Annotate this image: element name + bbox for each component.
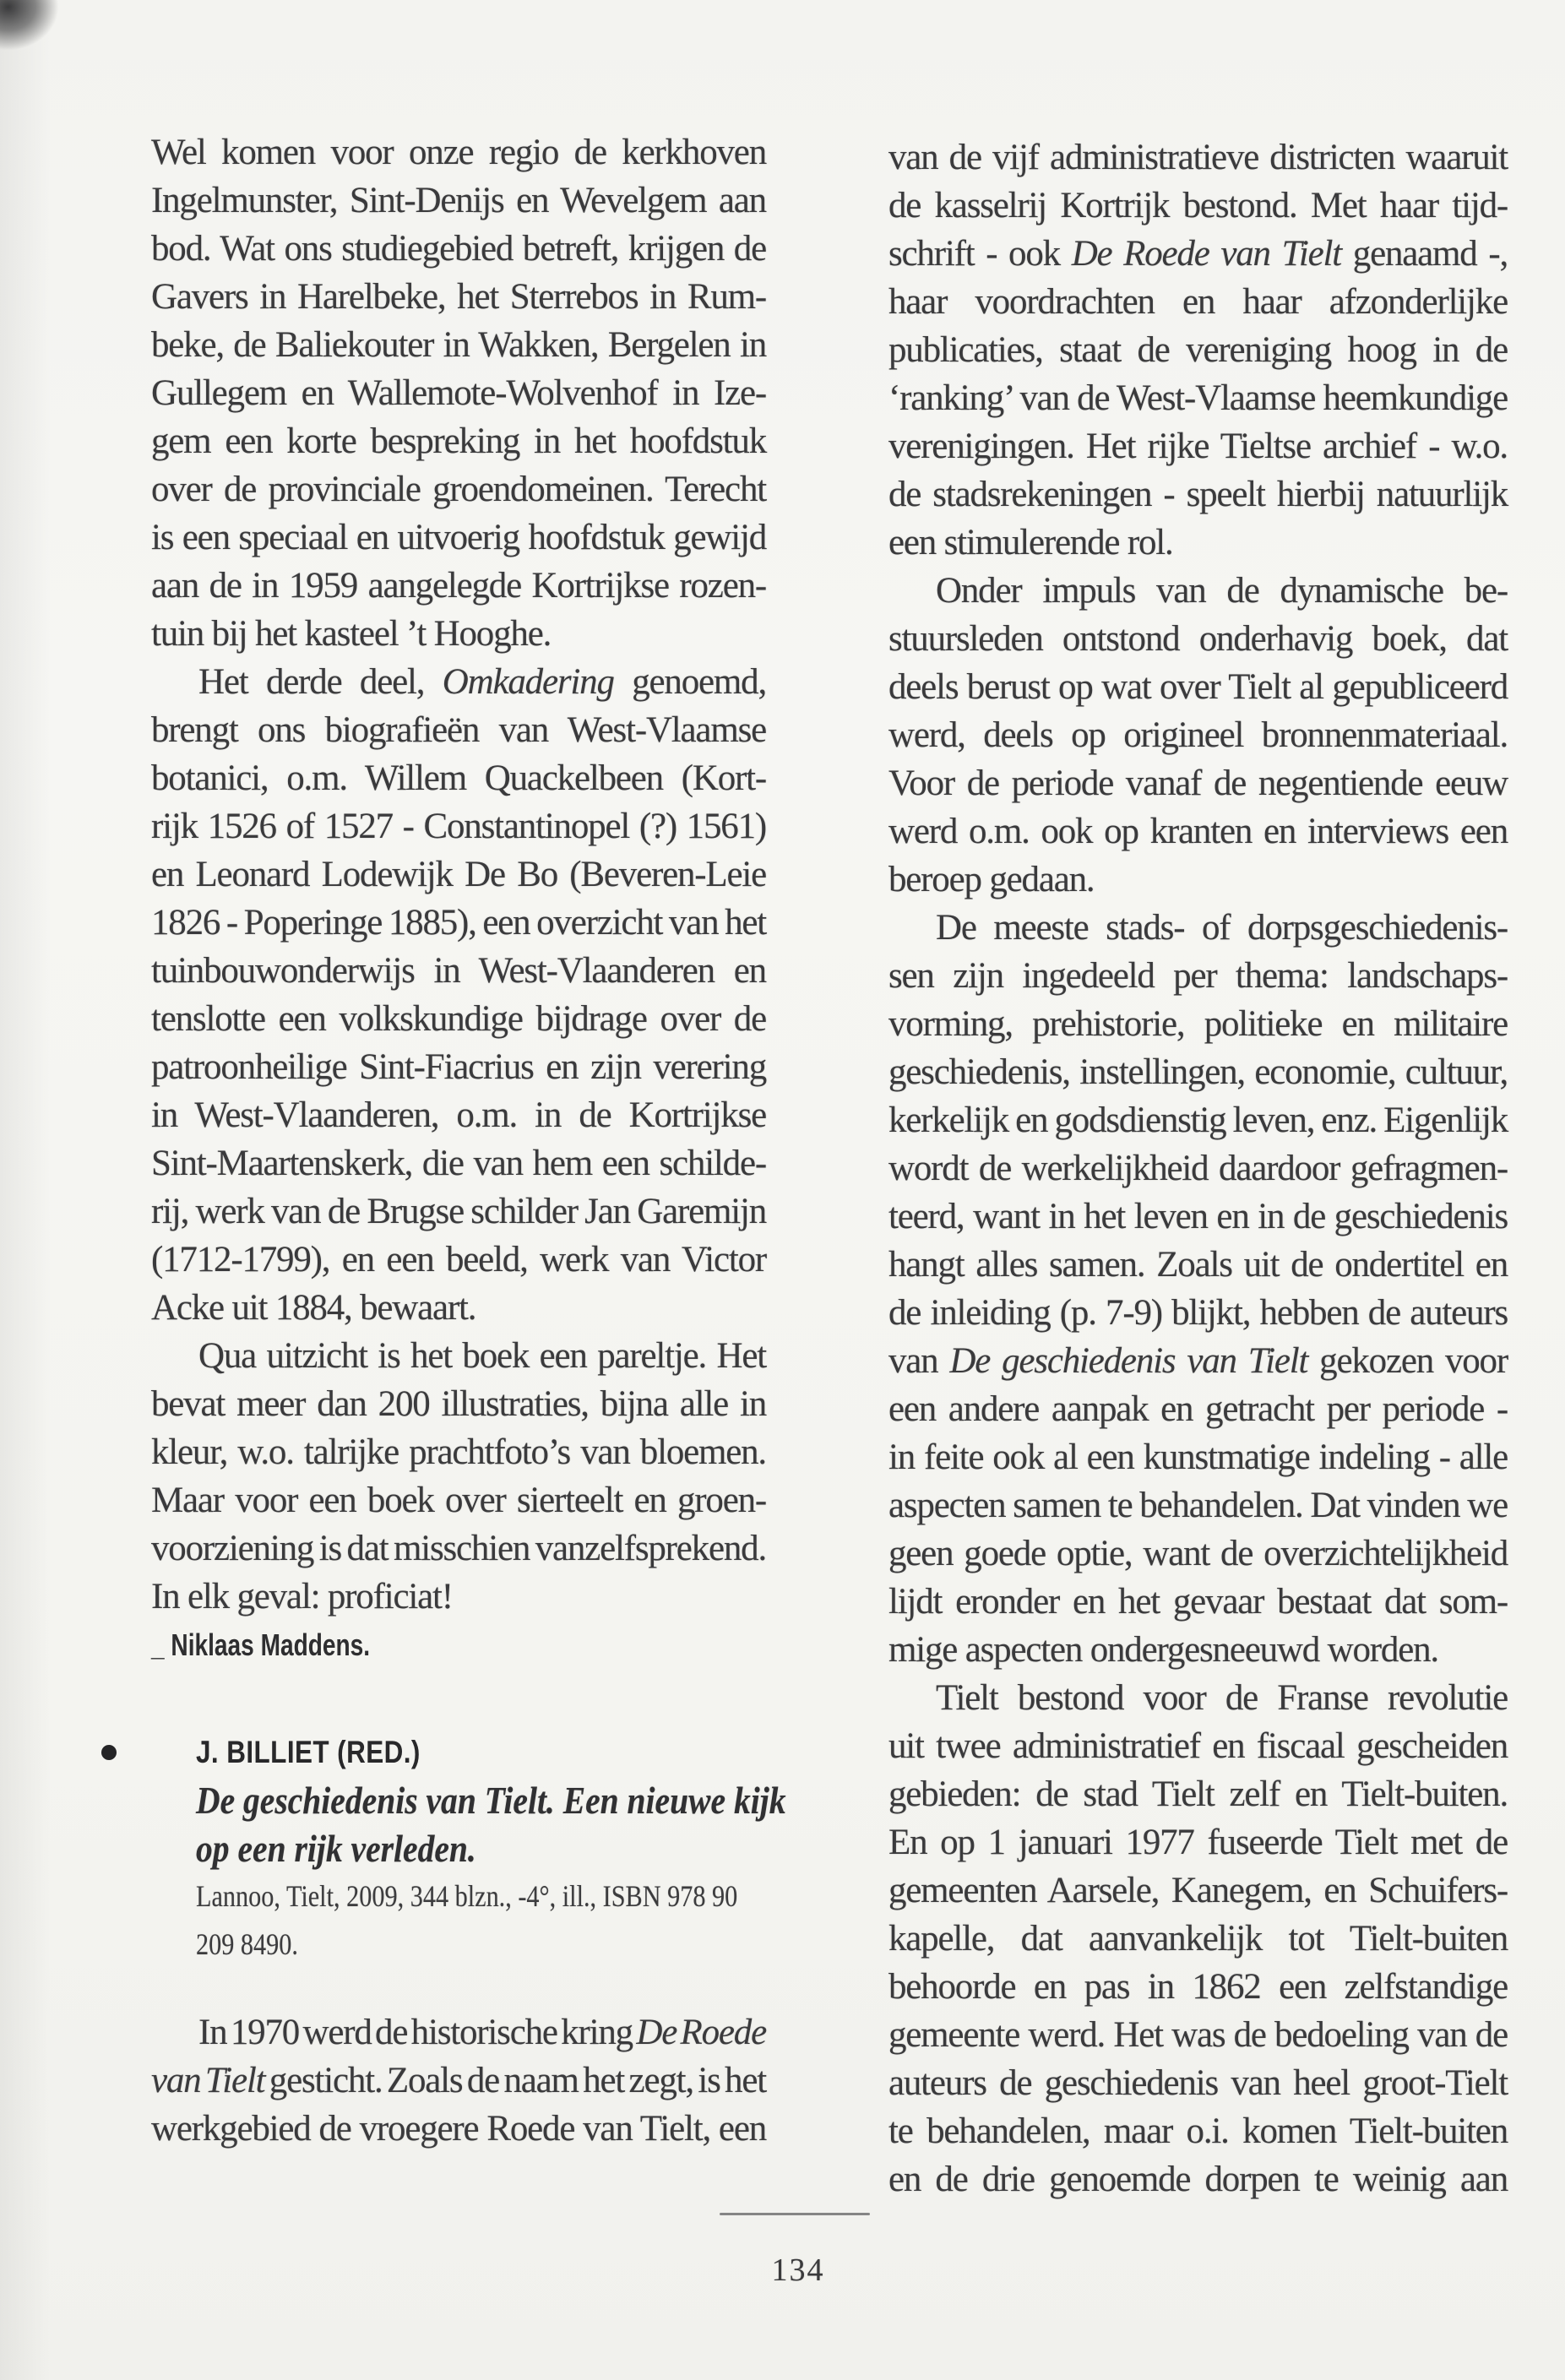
- page-number: 134: [771, 2252, 825, 2288]
- text-line: [888, 133, 1508, 182]
- text-segment: kapelle, dat aanvankelijk tot Tielt-buiten: [888, 1919, 1508, 1959]
- text-segment: Sint-Maartenskerk, die van hem een schilde-: [151, 1144, 766, 1183]
- entry-book-title: op een rijk verleden.: [196, 1827, 476, 1870]
- text-segment: lijdt eronder en het gevaar bestaat dat som-: [888, 1582, 1508, 1622]
- text-line: [151, 1236, 766, 1284]
- text-segment: een andere aanpak en getracht per periode -: [888, 1389, 1508, 1429]
- text-line: [888, 1289, 1508, 1337]
- text-line: [888, 1337, 1508, 1385]
- text-line: [151, 1284, 766, 1332]
- text-segment: publicaties, staat de vereniging hoog in de: [888, 330, 1508, 370]
- text-segment: tuin bij het kasteel ’t Hooghe.: [151, 614, 552, 654]
- text-segment: van de vijf administratieve districten waaruit: [888, 138, 1508, 177]
- text-segment: is een speciaal en uitvoerig hoofdstuk gewijd: [151, 518, 766, 557]
- text-line: [151, 1476, 766, 1524]
- text-line: [151, 562, 766, 610]
- text-line: [888, 759, 1508, 807]
- text-line: [888, 230, 1508, 278]
- text-line: [151, 995, 766, 1043]
- entry-imprint: Lannoo, Tielt, 2009, 344 blzn., -4°, ill., ISBN 978 90: [196, 1879, 738, 1913]
- text-line: [888, 374, 1508, 422]
- text-line: [888, 1626, 1508, 1674]
- text-segment: tenslotte een volkskundige bijdrage over de: [151, 999, 766, 1039]
- text-segment: de inleiding (p. 7-9) blijkt, hebben de auteurs: [888, 1293, 1508, 1333]
- text-segment: mige aspecten ondergesneeuwd worden.: [888, 1630, 1438, 1670]
- text-segment: aspecten samen te behandelen. Dat vinden we: [888, 1486, 1508, 1525]
- italic-text-segment: De Roede: [636, 2013, 766, 2052]
- text-segment: Onder impuls van de dynamische be-: [936, 571, 1508, 611]
- paragraph: [151, 1332, 766, 1621]
- signature-dash: _: [151, 1627, 165, 1662]
- text-segment: Wel komen voor onze regio de kerkhoven: [151, 133, 766, 172]
- text-segment: genoemd,: [613, 662, 766, 702]
- text-line: [888, 470, 1508, 519]
- text-line: [888, 856, 1508, 904]
- text-segment: schrift - ook: [888, 234, 1072, 274]
- text-line: [151, 1139, 766, 1187]
- italic-text-segment: Omkadering: [442, 662, 614, 702]
- text-line: [151, 610, 766, 658]
- text-line: [888, 1530, 1508, 1578]
- text-segment: Acke uit 1884, bewaart.: [151, 1288, 476, 1328]
- paragraph: [888, 133, 1508, 567]
- text-segment: gem een korte bespreking in het hoofdstuk: [151, 421, 766, 461]
- scan-edge-shadow: [0, 0, 51, 2380]
- entry-author: J. BILLIET (RED.): [196, 1735, 421, 1769]
- text-line: [151, 417, 766, 465]
- text-segment: gebieden: de stad Tielt zelf en Tielt-buiten.: [888, 1774, 1508, 1814]
- footer-divider-rule: [720, 2213, 870, 2215]
- text-segment: Gullegem en Wallemote-Wolvenhof in Ize-: [151, 373, 766, 413]
- text-segment: In 1970 werd de historische kring: [198, 2013, 637, 2052]
- text-segment: in West-Vlaanderen, o.m. in de Kortrijkse: [151, 1095, 766, 1135]
- text-line: [151, 1428, 766, 1476]
- text-line: [888, 1770, 1508, 1818]
- text-line: [888, 1193, 1508, 1241]
- text-line: [888, 326, 1508, 374]
- text-segment: de stadsrekeningen - speelt hierbij natuurlijk: [888, 475, 1508, 514]
- text-line: [888, 1481, 1508, 1530]
- text-line: [888, 663, 1508, 711]
- text-segment: de kasselrij Kortrijk bestond. Met haar tijd-: [888, 186, 1508, 226]
- text-segment: geen goede optie, want de overzichtelijkheid: [888, 1534, 1508, 1573]
- text-line: [888, 1385, 1508, 1433]
- paragraph: [151, 128, 766, 658]
- text-line: [151, 369, 766, 417]
- text-segment: ‘ranking’ van de West-Vlaamse heemkundige: [888, 378, 1508, 418]
- text-segment: voorziening is dat misschien vanzelfsprekend.: [151, 1529, 766, 1568]
- text-segment: Qua uitzicht is het boek een pareltje. Het: [198, 1336, 766, 1376]
- text-segment: in feite ook al een kunstmatige indeling - alle: [888, 1437, 1508, 1477]
- text-line: [888, 1722, 1508, 1770]
- text-segment: Maar voor een boek over sierteelt en groen-: [151, 1481, 766, 1520]
- text-line: [888, 2107, 1508, 2155]
- text-segment: werd o.m. ook op kranten en interviews een: [888, 812, 1508, 851]
- paragraph: [888, 1674, 1508, 2203]
- text-line: [888, 1433, 1508, 1481]
- text-line: [888, 422, 1508, 470]
- text-line: [151, 850, 766, 899]
- text-segment: van: [888, 1341, 950, 1381]
- text-segment: deels berust op wat over Tielt al gepubliceerd: [888, 667, 1508, 707]
- text-segment: tuinbouwonderwijs in West-Vlaanderen en: [151, 951, 766, 991]
- text-segment: hangt alles samen. Zoals uit de ondertitel en: [888, 1245, 1508, 1285]
- text-segment: en Leonard Lodewijk De Bo (Beveren-Leie: [151, 855, 766, 894]
- text-line: [888, 1096, 1508, 1144]
- italic-text-segment: De Roede van Tielt: [1071, 234, 1342, 274]
- text-line: [151, 465, 766, 513]
- entry: [151, 1728, 786, 1969]
- text-line: [888, 519, 1508, 567]
- entry-book-title: De geschiedenis van Tielt. Een nieuwe kijk: [196, 1779, 786, 1822]
- signature: [151, 1621, 766, 1669]
- text-line: [151, 754, 766, 802]
- text-segment: Tielt bestond voor de Franse revolutie: [936, 1678, 1508, 1718]
- text-segment: brengt ons biografieën van West-Vlaamse: [151, 710, 766, 750]
- text-line: [888, 1144, 1508, 1193]
- text-line: [888, 1674, 1508, 1722]
- text-line: [888, 278, 1508, 326]
- text-segment: 1826 - Poperinge 1885), een overzicht van het: [151, 903, 766, 943]
- text-segment: gekozen voor: [1307, 1341, 1508, 1381]
- text-segment: gesticht. Zoals de naam het zegt, is het: [264, 2061, 766, 2100]
- text-segment: over de provinciale groendomeinen. Terecht: [151, 470, 766, 509]
- text-line: [151, 513, 766, 562]
- text-segment: haar voordrachten en haar afzonderlijke: [888, 282, 1508, 322]
- text-line: [151, 1091, 766, 1139]
- text-line: [151, 1573, 766, 1621]
- text-line: [888, 2155, 1508, 2203]
- text-segment: In elk geval: proficiat!: [151, 1577, 453, 1617]
- text-line: [888, 904, 1508, 952]
- text-segment: Voor de periode vanaf de negentiende eeuw: [888, 763, 1508, 803]
- text-line: [888, 711, 1508, 759]
- text-line: [151, 899, 766, 947]
- text-segment: Ingelmunster, Sint-Denijs en Wevelgem aan: [151, 181, 766, 220]
- text-segment: beroep gedaan.: [888, 860, 1095, 899]
- author-signature: [151, 1621, 766, 1669]
- scan-artifact-corner: [0, 0, 59, 51]
- text-line: [151, 1380, 766, 1428]
- paragraph: [888, 904, 1508, 1674]
- text-line: [151, 1332, 766, 1380]
- text-line: [151, 706, 766, 754]
- italic-text-segment: De geschiedenis van Tielt: [949, 1341, 1308, 1381]
- text-segment: (1712-1799), en een beeld, werk van Victor: [151, 1240, 766, 1280]
- text-segment: behoorde en pas in 1862 een zelfstandige: [888, 1967, 1508, 2007]
- text-line: [151, 1043, 766, 1091]
- text-line: [151, 2105, 766, 2153]
- text-line: [888, 1915, 1508, 1963]
- paragraph: [151, 2008, 766, 2153]
- entry-imprint: 209 8490.: [196, 1927, 298, 1961]
- text-segment: auteurs de geschiedenis van heel groot-Tielt: [888, 2063, 1508, 2103]
- text-line: [888, 1000, 1508, 1048]
- entry-bullet-icon: [101, 1745, 117, 1760]
- text-segment: rij, werk van de Brugse schilder Jan Garemijn: [151, 1192, 766, 1231]
- text-line: [151, 225, 766, 273]
- text-segment: wordt de werkelijkheid daardoor gefragmen-: [888, 1149, 1508, 1188]
- text-line: [151, 2008, 766, 2057]
- text-segment: bod. Wat ons studiegebied betreft, krijgen de: [151, 229, 766, 269]
- text-segment: en de drie genoemde dorpen te weinig aan: [888, 2160, 1508, 2199]
- text-line: [151, 947, 766, 995]
- signature-name: Niklaas Maddens.: [164, 1627, 371, 1662]
- text-segment: te behandelen, maar o.i. komen Tielt-buiten: [888, 2111, 1508, 2151]
- text-line: [151, 802, 766, 850]
- text-segment: vorming, prehistorie, politieke en militaire: [888, 1004, 1508, 1044]
- text-line: [151, 2057, 766, 2105]
- text-segment: rijk 1526 of 1527 - Constantinopel (?) 1561): [151, 807, 766, 846]
- text-segment: uit twee administratief en fiscaal gescheiden: [888, 1726, 1508, 1766]
- text-line: [151, 1524, 766, 1573]
- text-line: [888, 807, 1508, 856]
- text-segment: De meeste stads- of dorpsgeschiedenis-: [936, 908, 1508, 948]
- text-line: [888, 1578, 1508, 1626]
- text-line: [151, 128, 766, 177]
- text-segment: Het derde deel,: [198, 662, 443, 702]
- text-segment: teerd, want in het leven en in de geschiedenis: [888, 1197, 1508, 1236]
- text-segment: een stimulerende rol.: [888, 523, 1173, 562]
- text-line: [888, 1818, 1508, 1867]
- text-line: [888, 1048, 1508, 1096]
- text-segment: aan de in 1959 aangelegde Kortrijkse rozen-: [151, 566, 766, 606]
- text-segment: werkgebied de vroegere Roede van Tielt, een: [151, 2109, 766, 2149]
- text-segment: botanici, o.m. Willem Quackelbeen (Kort-: [151, 758, 766, 798]
- text-segment: geschiedenis, instellingen, economie, cultuur,: [888, 1052, 1508, 1092]
- text-segment: genaamd -,: [1341, 234, 1508, 274]
- text-segment: beke, de Baliekouter in Wakken, Bergelen in: [151, 325, 766, 365]
- text-line: [888, 1867, 1508, 1915]
- text-segment: sen zijn ingedeeld per thema: landschaps-: [888, 956, 1508, 996]
- text-segment: gemeente werd. Het was de bedoeling van de: [888, 2015, 1508, 2055]
- right-text-column: [888, 133, 1508, 2203]
- text-line: [151, 1187, 766, 1236]
- paragraph: [888, 567, 1508, 904]
- text-line: [151, 321, 766, 369]
- text-segment: gemeenten Aarsele, Kanegem, en Schuifers-: [888, 1871, 1508, 1910]
- left-text-column: [151, 128, 786, 2153]
- text-segment: kleur, w.o. talrijke prachtfoto’s van bloemen.: [151, 1432, 766, 1472]
- text-line: [151, 177, 766, 225]
- text-segment: stuursleden ontstond onderhavig boek, dat: [888, 619, 1508, 659]
- text-line: [888, 567, 1508, 615]
- text-segment: patroonheilige Sint-Fiacrius en zijn verering: [151, 1047, 766, 1087]
- text-line: [151, 658, 766, 706]
- text-line: [888, 1241, 1508, 1289]
- text-line: [151, 273, 766, 321]
- text-line: [888, 2011, 1508, 2059]
- text-segment: kerkelijk en godsdienstig leven, enz. Eigenlijk: [888, 1100, 1508, 1140]
- text-segment: En op 1 januari 1977 fuseerde Tielt met de: [888, 1823, 1508, 1862]
- text-line: [888, 1963, 1508, 2011]
- text-segment: bevat meer dan 200 illustraties, bijna alle in: [151, 1384, 766, 1424]
- text-line: [888, 182, 1508, 230]
- text-line: [888, 952, 1508, 1000]
- paragraph: [151, 658, 766, 1332]
- text-line: [888, 2059, 1508, 2107]
- text-segment: Gavers in Harelbeke, het Sterrebos in Rum-: [151, 277, 766, 317]
- text-line: [888, 615, 1508, 663]
- text-segment: verenigingen. Het rijke Tieltse archief - w.o.: [888, 427, 1508, 466]
- text-segment: werd, deels op origineel bronnenmateriaal.: [888, 715, 1508, 755]
- italic-text-segment: van Tielt: [151, 2061, 265, 2100]
